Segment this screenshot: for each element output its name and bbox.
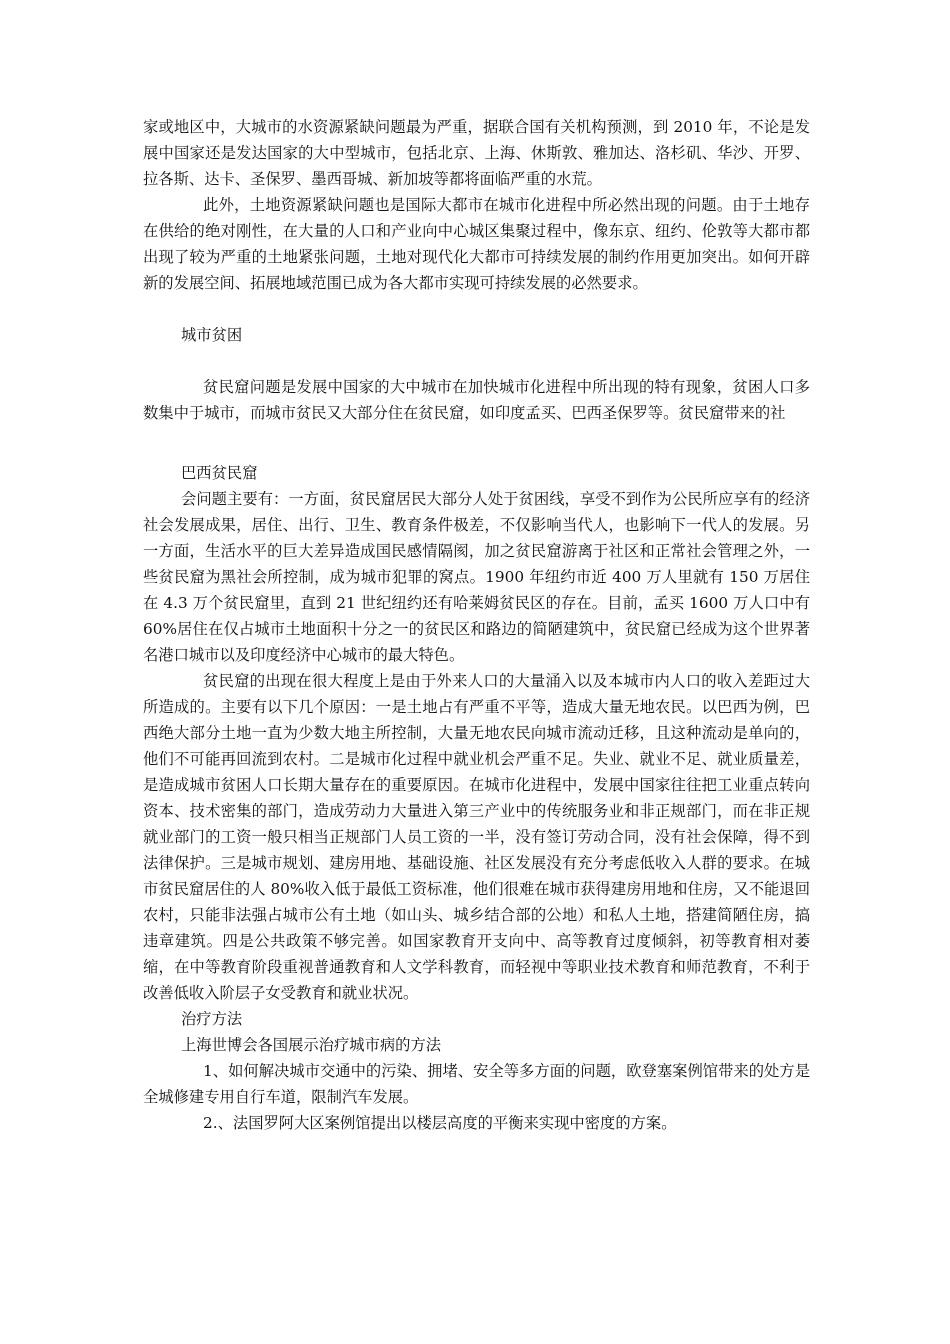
list-item-rhone-alpes: 2.、法国罗阿大区案例馆提出以楼层高度的平衡来实现中密度的方案。 — [203, 1114, 677, 1132]
list-item-odense: 1、如何解决城市交通中的污染、拥堵、安全等多方面的问题，欧登塞案例馆带来的处方是全城修建专用自行车道，限制汽车发展。 — [143, 1062, 810, 1106]
section-heading-treatment: 治疗方法 — [181, 1010, 243, 1028]
document-body — [143, 114, 810, 1136]
paragraph-slums-intro: 贫民窟问题是发展中国家的大中城市在加快城市化进程中所出现的特有现象，贫困人口多数集中于城市，而城市贫民又大部分住在贫民窟，如印度孟买、巴西圣保罗等。贫民窟带来的社 — [143, 378, 810, 422]
spacer — [143, 348, 810, 374]
paragraph-slum-problems: 会问题主要有：一方面，贫民窟居民大部分人处于贫困线，享受不到作为公民所应享有的经济社会发展成果，居住、出行、卫生、教育条件极差，不仅影响当代人，也影响下一代人的发展。另一方面，生活水平的巨大差异造成国民感情隔阂，加之贫民窟游离于社区和正常社会管理之外，一些贫民窟为黑社会所控制，成为城市犯罪的窝点。1900 年纽约市近 400 万人里就有 150 万居住在 4.3 万个贫民窟里，直到 21 世纪纽约还有哈莱姆贫民区的存在。目前，孟买 1600 万人口中有 60%居住在仅占城市土地面积十分之一的贫民区和路边的简陋建筑中，贫民窟已经成为这个世界著名港口城市以及印度经济中心城市的最大特色。 — [143, 490, 810, 664]
paragraph-land-shortage: 此外，土地资源紧缺问题也是国际大都市在城市化进程中所必然出现的问题。由于土地存在供给的绝对刚性，在大量的人口和产业向中心城区集聚过程中，像东京、纽约、伦敦等大都市都出现了较为严重的土地紧张问题，土地对现代化大都市可持续发展的制约作用更加突出。如何开辟新的发展空间、拓展地域范围已成为各大都市实现可持续发展的必然要求。 — [143, 196, 810, 292]
paragraph-slum-causes: 贫民窟的出现在很大程度上是由于外来人口的大量涌入以及本城市内人口的收入差距过大所造成的。主要有以下几个原因：一是土地占有严重不平等，造成大量无地农民。以巴西为例，巴西绝大部分土地一直为少数大地主所控制，大量无地农民向城市流动迁移，且这种流动是单向的，他们不可能再回流到农村。二是城市化过程中就业机会严重不足。失业、就业不足、就业质量差，是造成城市贫困人口长期大量存在的重要原因。在城市化进程中，发展中国家往往把工业重点转向资本、技术密集的部门，造成劳动力大量进入第三产业中的传统服务业和非正规部门，而在非正规就业部门的工资一般只相当正规部门人员工资的一半，没有签订劳动合同，没有社会保障，得不到法律保护。三是城市规划、建房用地、基础设施、社区发展没有充分考虑低收入人群的要求。在城市贫民窟居住的人 80%收入低于最低工资标准，他们很难在城市获得建房用地和住房，又不能退回农村，只能非法强占城市公有土地（如山头、城乡结合部的公地）和私人土地，搭建简陋住房，搞违章建筑。四是公共政策不够完善。如国家教育开支向中、高等教育过度倾斜，初等教育相对萎缩，在中等教育阶段重视普通教育和人文学科教育，而轻视中等职业技术教育和师范教育，不利于改善低收入阶层子女受教育和就业状况。 — [143, 672, 810, 1002]
spacer — [143, 296, 810, 322]
subheading-expo-methods: 上海世博会各国展示治疗城市病的方法 — [181, 1036, 442, 1054]
paragraph-water-shortage: 家或地区中，大城市的水资源紧缺问题最为严重，据联合国有关机构预测，到 2010 年，不论是发展中国家还是发达国家的大中型城市，包括北京、上海、休斯敦、雅加达、洛杉矶、华沙、开罗、拉各斯、达卡、圣保罗、墨西哥城、新加坡等都将面临严重的水荒。 — [143, 118, 810, 188]
section-heading-urban-poverty: 城市贫困 — [181, 326, 243, 344]
spacer — [143, 426, 810, 460]
image-caption-brazil-slum: 巴西贫民窟 — [181, 464, 258, 482]
